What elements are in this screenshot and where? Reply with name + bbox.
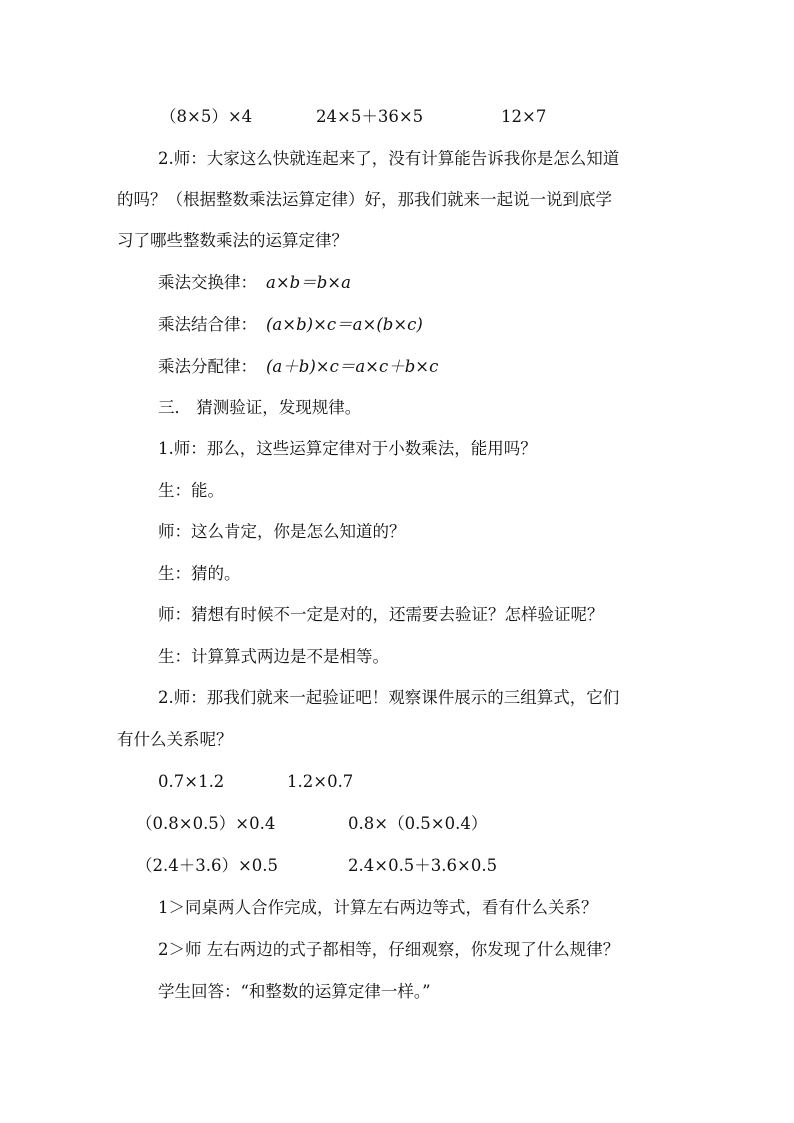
expression: （0.8×0.5）×0.4 <box>136 814 276 833</box>
law-label: 乘法交换律： <box>158 273 257 292</box>
expression: 12×7 <box>501 107 547 126</box>
law-formula: a×b＝b×a <box>266 273 351 292</box>
expression: （8×5）×4 <box>160 107 253 126</box>
expression: （2.4＋3.6）×0.5 <box>136 856 279 875</box>
expression: 1.2×0.7 <box>287 772 354 791</box>
document-page: （8×5）×4 24×5＋36×5 12×7 2.师：大家这么快就连起来了，没有计算能告诉我你是怎么知道 的吗？（根据整数乘法运算定律）好，那我们就来一起说一说到底学 习了哪些整数乘法的运算定律？ 乘法交换律： a×b＝b×a 乘法结合律： (a×b)×c＝a×(b×c) 乘法分配律： (a＋b)×c＝a×c＋b×c 三． 猜测验证，发现规律。 1.师：那么，这些运算定律对于小数乘法，能用吗？ 生：能。 师：这么肯定，你是怎么知道的？ 生：猜的。 师：猜想有时候不一定是对的，还需要去验证？怎样验证呢？ 生：计算算式两边是不是相等。 2.师：那我们就来一起验证吧！观察课件展示的三组算式，它们 有什么关系呢？ 0.7×1.2 1.2×0.7 （0.8×0.5）×0.4 0.8×（0.5×0.4） （2.4＋3.6）×0.5 2.4×0.5＋3.6×0.5 1＞同桌两人合作完成，计算左右两边等式，看有什么关系？ 2＞师 左右两边的式子都相等，仔细观察，你发现了什么规律？ 学生回答：“和整数的运算定律一样。” <box>117 107 620 1001</box>
expression: 0.8×（0.5×0.4） <box>348 814 488 833</box>
expression: 2.4×0.5＋3.6×0.5 <box>348 856 498 875</box>
law-formula: (a×b)×c＝a×(b×c) <box>266 315 423 334</box>
law-formula: (a＋b)×c＝a×c＋b×c <box>266 357 439 376</box>
law-label: 乘法分配律： <box>158 357 257 376</box>
law-label: 乘法结合律： <box>158 315 257 334</box>
expression: 0.7×1.2 <box>158 772 225 791</box>
expression: 24×5＋36×5 <box>316 107 424 126</box>
